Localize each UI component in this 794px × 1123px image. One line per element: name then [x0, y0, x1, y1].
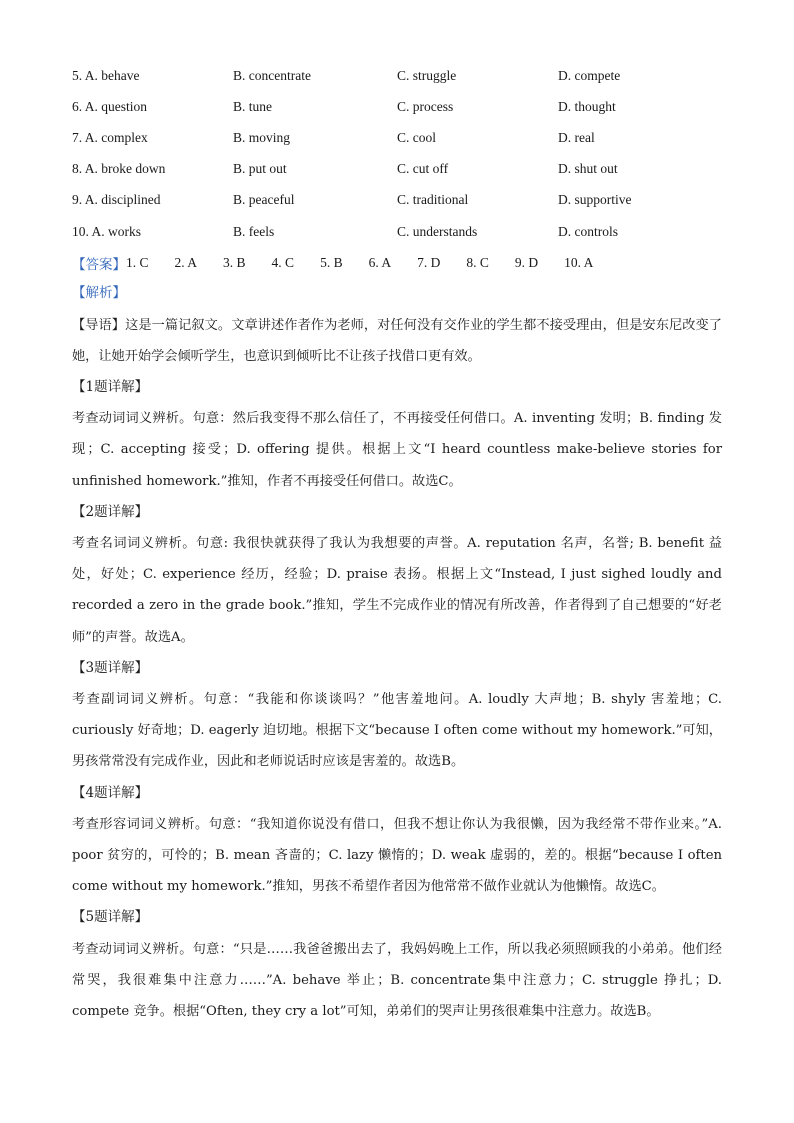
- option-b: B. peaceful: [233, 192, 295, 208]
- answer-key: [72, 247, 722, 278]
- option-a: 6. A. question: [72, 98, 148, 114]
- option-row: [72, 60, 722, 91]
- intro-paragraph: 【导语】这是一篇记叙文。文章讲述作者作为老师，对任何没有交作业的学生都不接受理由，但是安东尼改变了她，让她开始学会倾听学生，也意识到倾听比不让孩子找借口更有效。: [72, 317, 722, 364]
- option-d: D. real: [558, 129, 595, 145]
- option-row: [72, 122, 722, 153]
- option-row: [72, 91, 722, 122]
- option-c: C. cool: [397, 129, 436, 145]
- detail-heading: 【1题详解】: [72, 378, 149, 395]
- option-a: 5. A. behave: [72, 67, 140, 83]
- option-c: C. cut off: [397, 161, 449, 177]
- option-c: C. understands: [397, 223, 478, 239]
- option-b: B. tune: [233, 98, 272, 114]
- option-a: 9. A. disciplined: [72, 192, 161, 208]
- detail-heading: 【5题详解】: [72, 909, 149, 926]
- option-d: D. compete: [558, 67, 621, 83]
- option-c: C. struggle: [397, 67, 457, 83]
- option-d: D. shut out: [558, 161, 618, 177]
- detail-heading: 【4题详解】: [72, 784, 149, 801]
- option-d: D. thought: [558, 98, 616, 114]
- document-page: [72, 60, 722, 1027]
- option-c: C. process: [397, 98, 454, 114]
- answer-item: 3. B: [223, 254, 246, 270]
- option-d: D. controls: [558, 223, 618, 239]
- detail-text: 考查名词词义辨析。句意: 我很快就获得了我认为我想要的声誉。A. reputation 名声，名誉; B. benefit 益处，好处；C. experience 经历，经验；D. praise 表扬。根据上文“Instead, I just sighed loudly and recorded a zero in the grade book.”推知，学生不完成作业的情况有所改善，作者得到了自己想要的“好老师”的声誉。故选A。: [72, 535, 722, 645]
- answer-item: 1. C: [126, 254, 149, 270]
- option-row: [72, 154, 722, 185]
- option-c: C. traditional: [397, 192, 469, 208]
- option-b: B. put out: [233, 161, 287, 177]
- option-b: B. concentrate: [233, 67, 311, 83]
- answer-item: 9. D: [514, 254, 539, 270]
- option-a: 10. A. works: [72, 223, 142, 239]
- detail-heading: 【3题详解】: [72, 659, 149, 676]
- detail-text: 考查副词词义辨析。句意：“我能和你谈谈吗？”他害羞地问。A. loudly 大声地；B. shyly 害羞地；C. curiously 好奇地；D. eagerly 迫切地。根据下文“because I often come without my homework.”可知，男孩常常没有完成作业，因此和老师说话时应该是害羞的。故选B。: [72, 691, 722, 770]
- analysis-label: 【解析】: [72, 285, 126, 302]
- answer-item: 6. A: [368, 254, 392, 270]
- option-a: 7. A. complex: [72, 129, 148, 145]
- answer-item: 10. A: [564, 254, 594, 270]
- option-row: [72, 216, 722, 247]
- option-a: 8. A. broke down: [72, 161, 166, 177]
- detail-text: 考查形容词词义辨析。句意：“我知道你说没有借口，但我不想让你认为我很懒，因为我经常不带作业来。”A. poor 贫穷的，可怜的；B. mean 吝啬的；C. lazy 懒惰的；D. weak 虚弱的，差的。根据“because I often come without my homework.”推知，男孩不希望作者因为他常常不做作业就认为他懒惰。故选C。: [72, 816, 722, 895]
- answer-item: 8. C: [466, 254, 489, 270]
- answer-item: 2. A: [174, 254, 198, 270]
- option-d: D. supportive: [558, 192, 632, 208]
- answer-item: 5. B: [320, 254, 343, 270]
- option-b: B. moving: [233, 129, 291, 145]
- options-table: [72, 60, 722, 247]
- answer-item: 4. C: [271, 254, 295, 270]
- detail-heading: 【2题详解】: [72, 503, 149, 520]
- answer-label: 【答案】: [72, 256, 126, 272]
- option-b: B. feels: [233, 223, 275, 239]
- detail-text: 考查动词词义辨析。句意：“只是……我爸爸搬出去了，我妈妈晚上工作，所以我必须照顾我的小弟弟。他们经常哭，我很难集中注意力……”A. behave 举止；B. concentrate集中注意力；C. struggle 挣扎；D. compete 竞争。根据“Often, they cry a lot”可知，弟弟们的哭声让男孩很难集中注意力。故选B。: [72, 941, 722, 1019]
- answer-item: 7. D: [417, 254, 441, 270]
- detail-text: 考查动词词义辨析。句意：然后我变得不那么信任了，不再接受任何借口。A. inventing 发明；B. finding 发现；C. accepting 接受；D. offering 提供。根据上文“I heard countless make-believe stories for unfinished homework.”推知，作者不再接受任何借口。故选C。: [72, 411, 722, 489]
- option-row: [72, 185, 722, 216]
